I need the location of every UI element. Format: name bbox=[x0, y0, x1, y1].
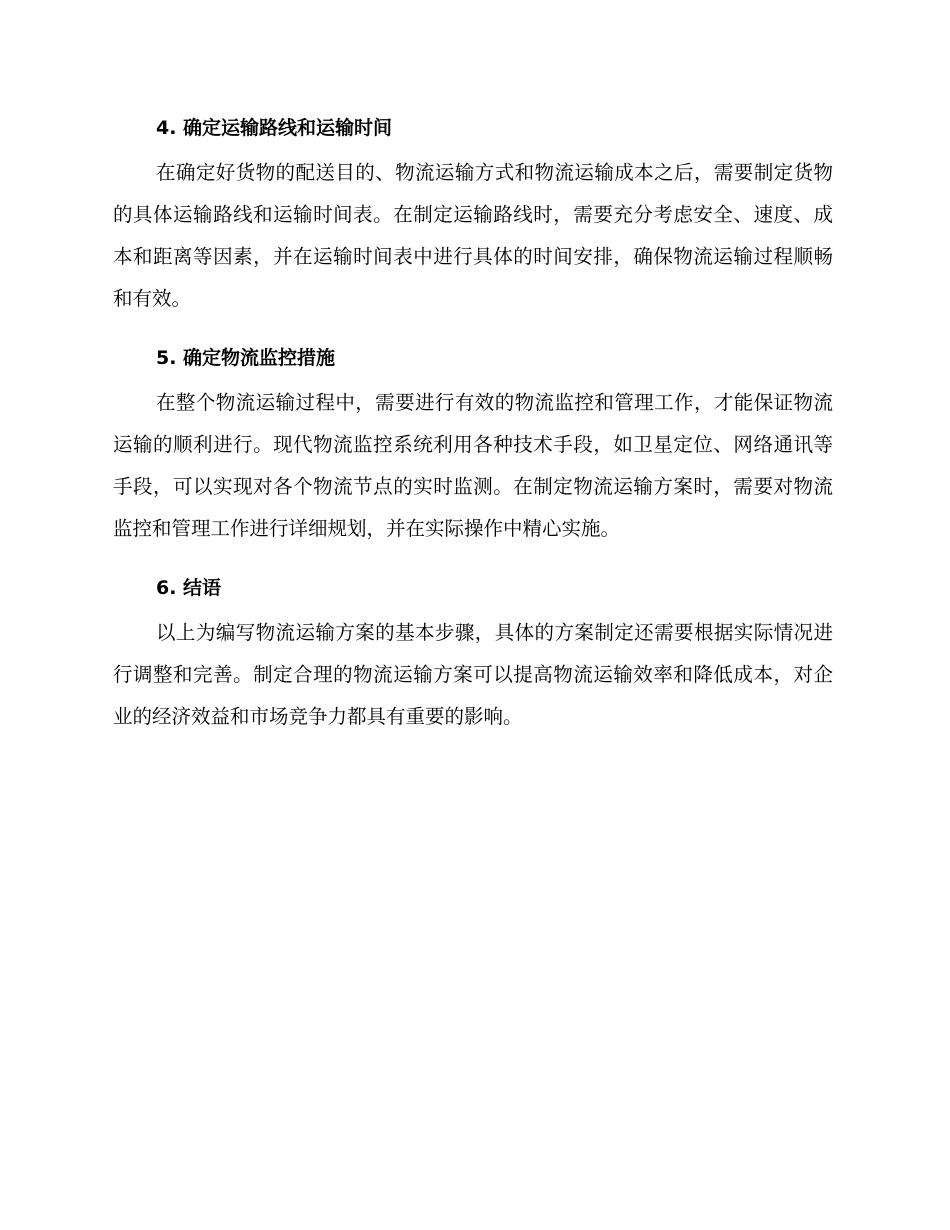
document-body bbox=[113, 110, 833, 758]
section-heading-conclusion: 6. 结语 bbox=[156, 577, 222, 599]
section-paragraph-conclusion: 以上为编写物流运输方案的基本步骤，具体的方案制定还需要根据实际情况进行调整和完善。制定合理的物流运输方案可以提高物流运输效率和降低成本，对企业的经济效益和市场竞争力都具有重要的影响。 bbox=[113, 621, 833, 728]
section-paragraph-route-time: 在确定好货物的配送目的、物流运输方式和物流运输成本之后，需要制定货物的具体运输路线和运输时间表。在制定运输路线时，需要充分考虑安全、速度、成本和距离等因素，并在运输时间表中进行具体的时间安排，确保物流运输过程顺畅和有效。 bbox=[113, 161, 833, 310]
section-heading-monitoring: 5. 确定物流监控措施 bbox=[156, 347, 336, 369]
section-paragraph-monitoring: 在整个物流运输过程中，需要进行有效的物流监控和管理工作，才能保证物流运输的顺利进行。现代物流监控系统利用各种技术手段，如卫星定位、网络通讯等手段，可以实现对各个物流节点的实时监测。在制定物流运输方案时，需要对物流监控和管理工作进行详细规划，并在实际操作中精心实施。 bbox=[113, 391, 833, 540]
section-heading-route-time: 4. 确定运输路线和运输时间 bbox=[156, 117, 393, 139]
